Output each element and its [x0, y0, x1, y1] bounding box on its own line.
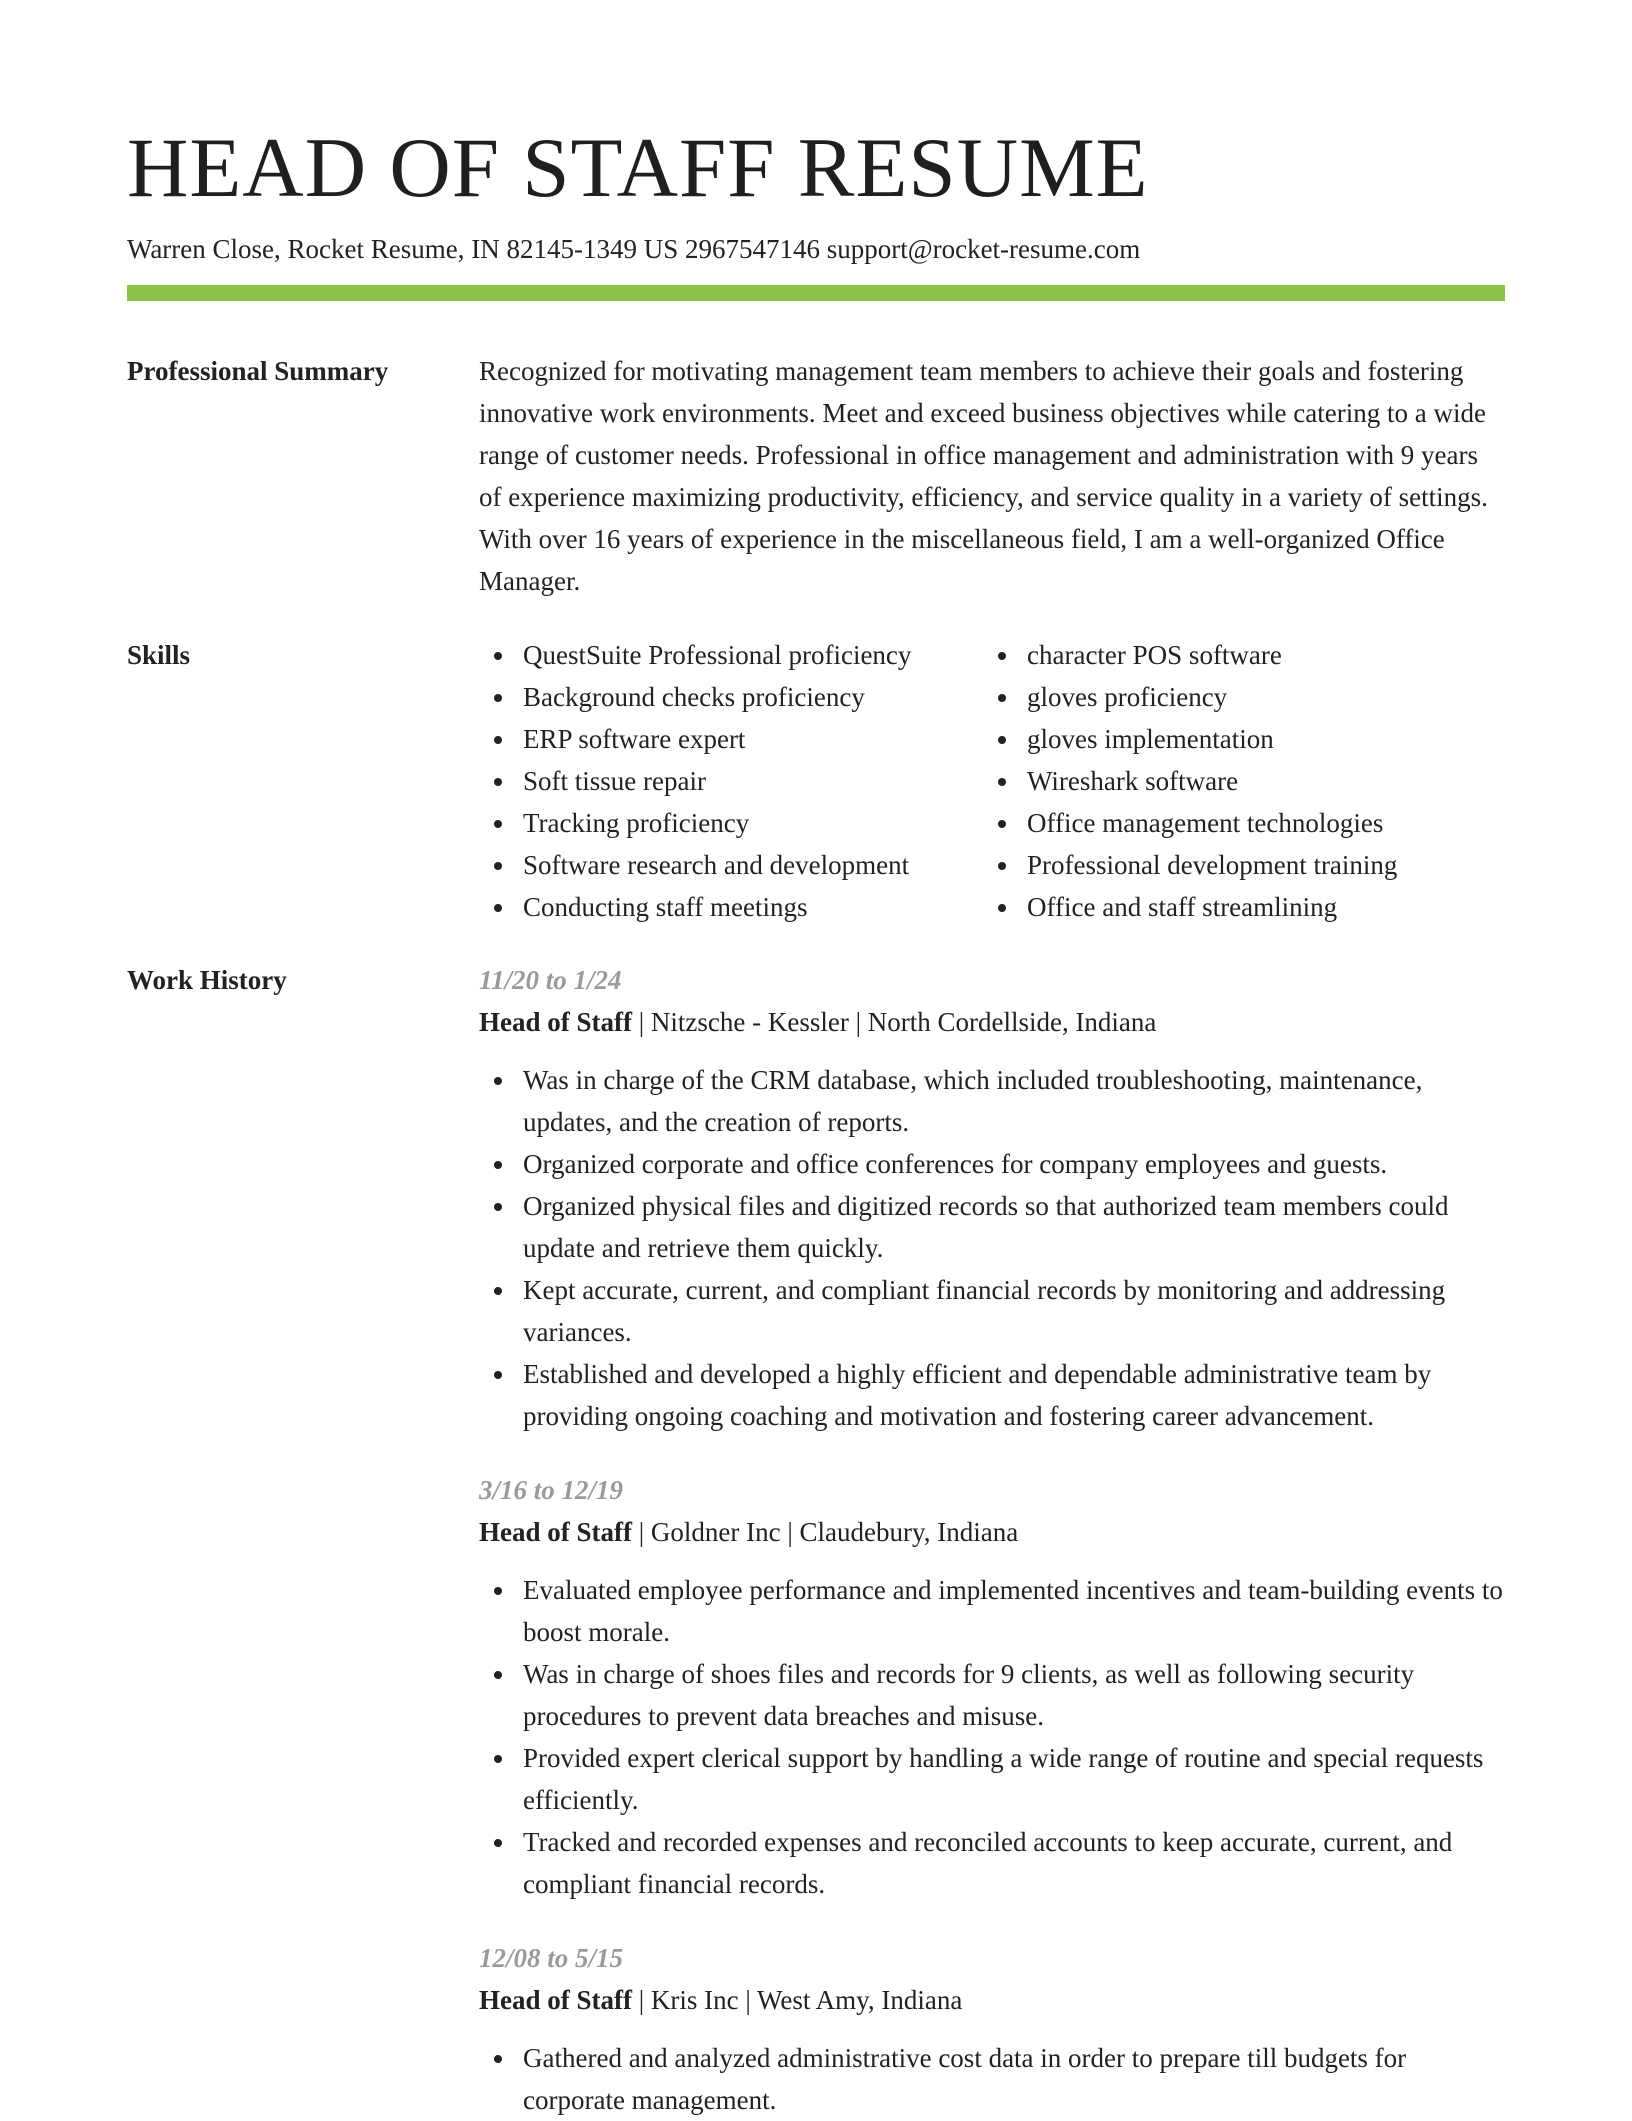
job-entry	[479, 1937, 1505, 2121]
job-dates: 3/16 to 12/19	[479, 1475, 624, 1505]
job-dates: 12/08 to 5/15	[479, 1943, 624, 1973]
list-item: Evaluated employee performance and implemented incentives and team-building events to boost morale.	[479, 1569, 1505, 1653]
list-item: Tracked and recorded expenses and reconciled accounts to keep accurate, current, and compliant financial records.	[479, 1821, 1505, 1905]
job-entry	[479, 959, 1505, 1437]
list-item: Organized physical files and digitized records so that authorized team members could update and retrieve them quickly.	[479, 1185, 1505, 1269]
list-item: Provided expert clerical support by handling a wide range of routine and special requests efficiently.	[479, 1737, 1505, 1821]
job-title: Head of Staff	[479, 1007, 632, 1037]
job-entry	[479, 1469, 1505, 1905]
skill-item: Office and staff streamlining	[983, 886, 1397, 928]
summary-text: Recognized for motivating management team members to achieve their goals and fostering innovative work environments. Meet and exceed business objectives while catering to a wide range of customer needs. Professional in office management and administration with 9 years of experience maximizing productivity, efficiency, and service quality in a variety of settings. With over 16 years of experience in the miscellaneous field, I am a well-organized Office Manager.	[479, 356, 1488, 596]
skill-item: character POS software	[983, 634, 1397, 676]
list-item: Organized corporate and office conferences for company employees and guests.	[479, 1143, 1505, 1185]
list-item: Established and developed a highly efficient and dependable administrative team by providing ongoing coaching and motivation and fostering career advancement.	[479, 1353, 1505, 1437]
skill-item: QuestSuite Professional proficiency	[479, 634, 983, 676]
job-heading	[479, 1979, 1505, 2021]
job-bullets	[479, 1569, 1505, 1905]
job-dates: 11/20 to 1/24	[479, 965, 622, 995]
list-item: Was in charge of shoes files and records for 9 clients, as well as following security procedures to prevent data breaches and misuse.	[479, 1653, 1505, 1737]
skills-column-left	[479, 634, 983, 928]
page-title: HEAD OF STAFF RESUME	[127, 121, 1149, 215]
list-item: Gathered and analyzed administrative cost data in order to prepare till budgets for corporate management.	[479, 2037, 1505, 2121]
job-bullets	[479, 2037, 1505, 2121]
skill-item: ERP software expert	[479, 718, 983, 760]
skill-item: Wireshark software	[983, 760, 1397, 802]
job-bullets	[479, 1059, 1505, 1437]
job-details: | Kris Inc | West Amy, Indiana	[631, 1985, 963, 2015]
header-divider	[127, 285, 1505, 301]
job-title: Head of Staff	[479, 1985, 632, 2015]
job-heading	[479, 1001, 1505, 1043]
job-details: | Nitzsche - Kessler | North Cordellside, Indiana	[631, 1007, 1157, 1037]
skill-item: Office management technologies	[983, 802, 1397, 844]
skill-item: Software research and development	[479, 844, 983, 886]
job-details: | Goldner Inc | Claudebury, Indiana	[631, 1517, 1019, 1547]
list-item: Kept accurate, current, and compliant financial records by monitoring and addressing variances.	[479, 1269, 1505, 1353]
job-title: Head of Staff	[479, 1517, 632, 1547]
skill-item: Soft tissue repair	[479, 760, 983, 802]
work-history-heading: Work History	[127, 965, 287, 995]
skills-column-right	[983, 634, 1397, 928]
skill-item: gloves proficiency	[983, 676, 1397, 718]
skill-item: Professional development training	[983, 844, 1397, 886]
skills-list	[479, 634, 1505, 928]
contact-info: Warren Close, Rocket Resume, IN 82145-1349 US 2967547146 support@rocket-resume.com	[127, 234, 1141, 264]
job-heading	[479, 1511, 1505, 1553]
skill-item: gloves implementation	[983, 718, 1397, 760]
skill-item: Tracking proficiency	[479, 802, 983, 844]
list-item: Was in charge of the CRM database, which included troubleshooting, maintenance, updates, and the creation of reports.	[479, 1059, 1505, 1143]
skills-heading: Skills	[127, 640, 191, 670]
summary-heading: Professional Summary	[127, 356, 389, 386]
skill-item: Background checks proficiency	[479, 676, 983, 718]
skill-item: Conducting staff meetings	[479, 886, 983, 928]
